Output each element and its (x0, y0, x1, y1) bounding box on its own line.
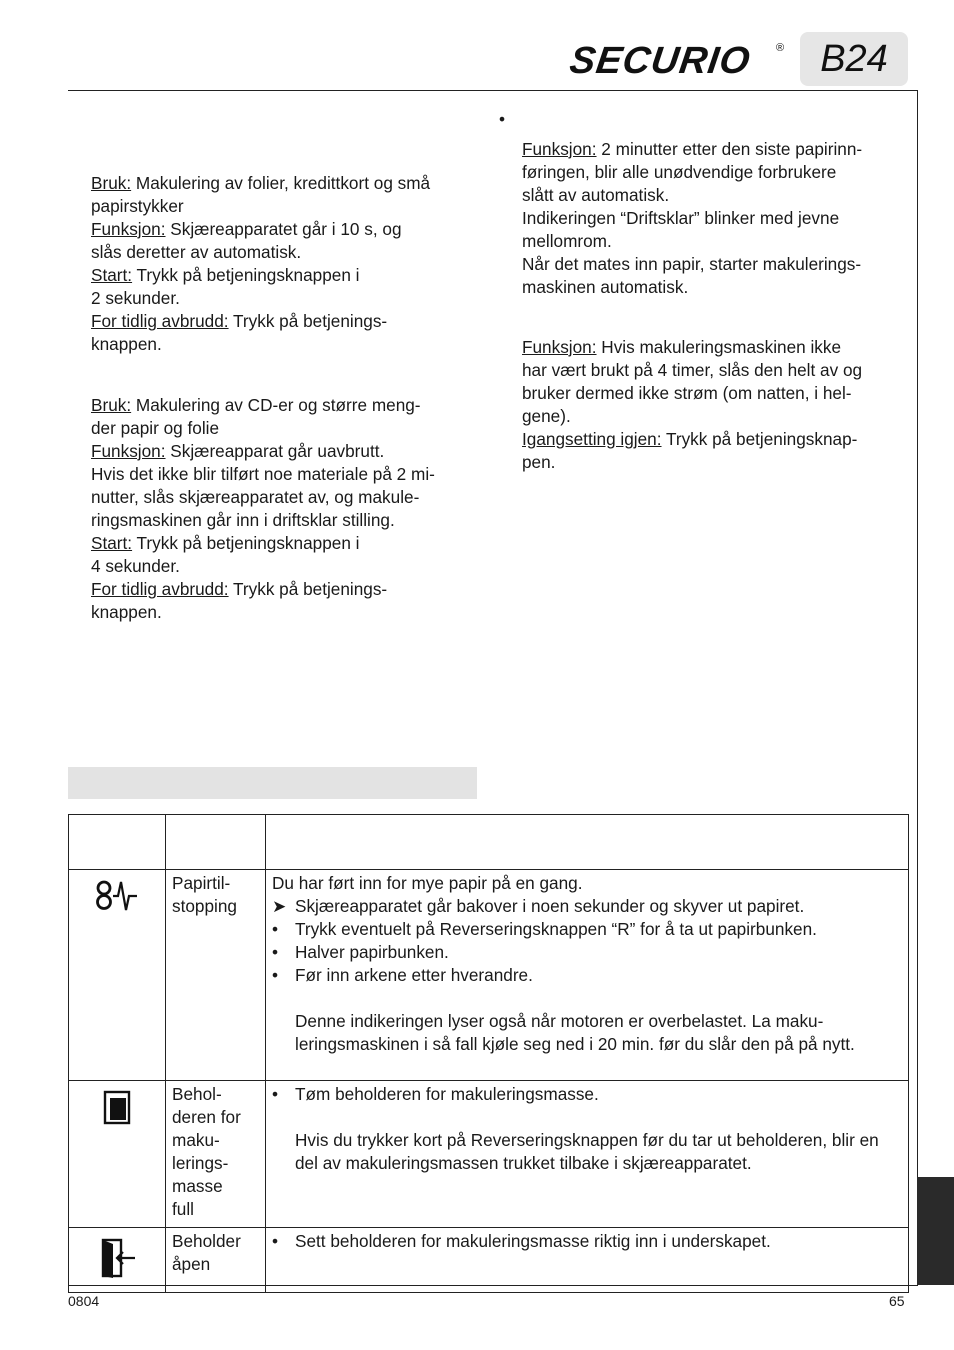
bruk-label: Bruk: (91, 395, 132, 415)
item-text: Tøm beholderen for makuleringsmasse. (295, 1084, 599, 1104)
item-text: Sett beholderen for makuleringsmasse riktig inn i underskapet. (295, 1231, 771, 1251)
label-text: Behol- deren for maku- lerings- masse full (172, 1084, 241, 1219)
indicator-table (68, 814, 909, 1293)
table-header-row (69, 815, 909, 870)
bullet-dot: • (272, 1084, 279, 1104)
mode-block-2 (91, 394, 481, 624)
label-text: Beholder åpen (172, 1231, 241, 1274)
model-badge: B24 (800, 32, 908, 86)
text-line: gene). (522, 406, 571, 426)
bullet-dot: • (272, 919, 279, 939)
avbrudd-text-2: knappen. (91, 602, 162, 622)
avbrudd-text: Trykk på betjenings- (228, 311, 388, 331)
text-line: Indikeringen “Driftsklar” blinker med jevne (522, 208, 840, 228)
bullet-dot: • (272, 965, 279, 985)
registered-mark: ® (776, 42, 785, 54)
bruk-text-2: der papir og folie (91, 418, 220, 438)
text-line: føringen, blir alle unødvendige forbrukere (522, 162, 837, 182)
bruk-text: Makulering av folier, kredittkort og små (131, 173, 431, 193)
funksjon-label: Funksjon: (522, 139, 597, 159)
igangsetting-label: Igangsetting igjen: (522, 429, 662, 449)
text-line: maskinen automatisk. (522, 277, 689, 297)
doc-code: 0804 (68, 1293, 100, 1309)
funksjon-text: Skjæreapparatet går i 10 s, og (165, 219, 402, 239)
door-open-icon (97, 1236, 137, 1280)
indicator-description (266, 1081, 909, 1228)
section-tab-marker (917, 1177, 954, 1285)
avbrudd-label: For tidlig avbrudd: (91, 579, 229, 599)
text-line: slått av automatisk. (522, 185, 670, 205)
section-heading-bar (68, 767, 477, 799)
icon-cell (69, 1081, 166, 1228)
avbrudd-text: Trykk på betjenings- (228, 579, 388, 599)
start-text: Trykk på betjeningsknappen i (132, 265, 360, 285)
start-text-2: 2 sekunder. (91, 288, 180, 308)
icon-cell (69, 870, 166, 1081)
intro-text: Du har ført inn for mye papir på en gang. (272, 873, 583, 893)
paper-jam-icon (95, 878, 139, 914)
bruk-label: Bruk: (91, 173, 132, 193)
indicator-label (166, 1228, 266, 1293)
arrow-icon: ➤ (272, 896, 287, 916)
label-text: Papirtil- stopping (172, 873, 237, 916)
right-rule (917, 90, 918, 1285)
indicator-label (166, 870, 266, 1081)
start-text-2: 4 sekunder. (91, 556, 180, 576)
bullet-item (272, 1083, 902, 1106)
funksjon-text: Skjæreapparat går uavbrutt. (165, 441, 385, 461)
indicator-label (166, 1081, 266, 1228)
bullet-item (272, 964, 902, 987)
mode-block-1 (91, 172, 481, 356)
item-text: Halver papirbunken. (295, 942, 449, 962)
page-number: 65 (889, 1293, 905, 1309)
funksjon-text: Hvis makuleringsmaskinen ikke (596, 337, 842, 357)
start-label: Start: (91, 533, 133, 553)
text-line: bruker dermed ikke strøm (om natten, i hel- (522, 383, 852, 403)
funksjon-text: 2 minutter etter den siste papirinn- (596, 139, 863, 159)
text-line: pen. (522, 452, 556, 472)
table-row (69, 870, 909, 1081)
table-row (69, 1228, 909, 1293)
standby-block (522, 138, 912, 299)
arrow-item (272, 895, 902, 918)
text-line: mellomrom. (522, 231, 612, 251)
table-row (69, 1081, 909, 1228)
text-line: nutter, slås skjæreapparatet av, og makule- (91, 487, 420, 507)
start-label: Start: (91, 265, 133, 285)
indicator-description (266, 1228, 909, 1293)
start-text: Trykk på betjeningsknappen i (132, 533, 360, 553)
item-text: Skjæreapparatet går bakover i noen sekunder og skyver ut papiret. (295, 896, 805, 916)
text-line: har vært brukt på 4 timer, slås den helt av og (522, 360, 863, 380)
item-text: Trykk eventuelt på Reverseringsknappen “R” for å ta ut papirbunken. (295, 919, 817, 939)
icon-cell (69, 1228, 166, 1293)
funksjon-label: Funksjon: (91, 441, 166, 461)
funksjon-text-2: slås deretter av automatisk. (91, 242, 302, 262)
text-line: Hvis det ikke blir tilført noe materiale på 2 mi- (91, 464, 435, 484)
bullet-dot: • (272, 1231, 279, 1251)
header-cell (266, 815, 909, 870)
text-line: Når det mates inn papir, starter makulerings- (522, 254, 862, 274)
funksjon-label: Funksjon: (91, 219, 166, 239)
item-text: Før inn arkene etter hverandre. (295, 965, 533, 985)
bruk-text-2: papirstykker (91, 196, 184, 216)
igangsetting-text: Trykk på betjeningsknap- (661, 429, 858, 449)
note-text: Denne indikeringen lyser også når motoren er overbelastet. La maku-leringsmaskinen i så fall kjøle seg ned i 20 min. før du slår den på på nytt. (295, 1011, 855, 1054)
funksjon-label: Funksjon: (522, 337, 597, 357)
bullet-item (272, 918, 902, 941)
note-text: Hvis du trykker kort på Reverseringsknappen før du tar ut beholderen, blir en del av makuleringsmassen trukket tilbake i skjæreapparatet. (295, 1130, 879, 1173)
indicator-description (266, 870, 909, 1081)
brand-logo: SECURIO (567, 40, 754, 82)
header-cell (166, 815, 266, 870)
header-rule (68, 90, 918, 91)
text-line: ringsmaskinen går inn i driftsklar stilling. (91, 510, 395, 530)
avbrudd-text-2: knappen. (91, 334, 162, 354)
bin-full-icon (103, 1089, 131, 1125)
bruk-text: Makulering av CD-er og større meng- (131, 395, 421, 415)
auto-off-block (522, 336, 912, 474)
header-cell (69, 815, 166, 870)
bullet-item (272, 1230, 902, 1253)
bullet-item (272, 941, 902, 964)
avbrudd-label: For tidlig avbrudd: (91, 311, 229, 331)
bullet-marker: • (499, 109, 506, 129)
bullet-dot: • (272, 942, 279, 962)
